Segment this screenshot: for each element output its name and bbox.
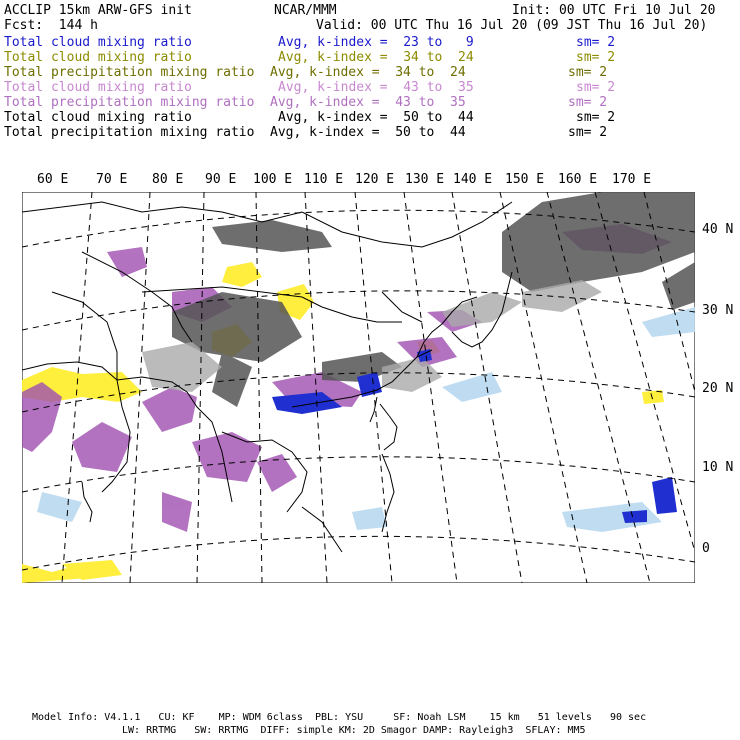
legend-name: Total precipitation mixing ratio bbox=[4, 125, 255, 140]
model-info-line2: LW: RRTMG SW: RRTMG DIFF: simple KM: 2D Smagor DAMP: Rayleigh3 SFLAY: MM5 bbox=[122, 725, 586, 736]
legend-range: Avg, k-index = 34 to 24 bbox=[270, 65, 466, 80]
lat-label: 0 bbox=[702, 541, 710, 556]
legend-range: Avg, k-index = 50 to 44 bbox=[278, 110, 474, 125]
lon-label: 170 E bbox=[612, 172, 652, 187]
forecast-hour: Fcst: 144 h bbox=[4, 18, 98, 33]
legend-smooth: sm= 2 bbox=[568, 95, 608, 110]
legend-range: Avg, k-index = 34 to 24 bbox=[278, 50, 474, 65]
valid-time: Valid: 00 UTC Thu 16 Jul 20 (09 JST Thu 16 Jul 20) bbox=[316, 18, 708, 33]
lat-label: 30 N bbox=[702, 303, 734, 318]
lon-label: 140 E bbox=[453, 172, 493, 187]
model-title: ACCLIP 15km ARW-GFS init bbox=[4, 3, 192, 18]
model-info-line1: Model Info: V4.1.1 CU: KF MP: WDM 6class PBL: YSU SF: Noah LSM 15 km 51 levels 90 sec bbox=[32, 712, 647, 723]
lon-label: 160 E bbox=[558, 172, 598, 187]
legend-range: Avg, k-index = 43 to 35 bbox=[278, 80, 474, 95]
lat-label: 20 N bbox=[702, 381, 734, 396]
legend-smooth: sm= 2 bbox=[568, 65, 608, 80]
legend-name: Total cloud mixing ratio bbox=[4, 35, 192, 50]
lon-label: 80 E bbox=[152, 172, 184, 187]
legend-smooth: sm= 2 bbox=[576, 110, 616, 125]
org-label: NCAR/MMM bbox=[274, 3, 337, 18]
lon-label: 110 E bbox=[304, 172, 344, 187]
legend-name: Total cloud mixing ratio bbox=[4, 110, 192, 125]
lon-label: 60 E bbox=[37, 172, 69, 187]
lon-label: 100 E bbox=[253, 172, 293, 187]
lon-label: 130 E bbox=[405, 172, 445, 187]
legend-smooth: sm= 2 bbox=[576, 35, 616, 50]
legend-range: Avg, k-index = 50 to 44 bbox=[270, 125, 466, 140]
lon-label: 90 E bbox=[205, 172, 237, 187]
legend-name: Total cloud mixing ratio bbox=[4, 80, 192, 95]
lon-label: 70 E bbox=[96, 172, 128, 187]
legend-name: Total cloud mixing ratio bbox=[4, 50, 192, 65]
legend-smooth: sm= 2 bbox=[568, 125, 608, 140]
legend-name: Total precipitation mixing ratio bbox=[4, 95, 255, 110]
legend-range: Avg, k-index = 43 to 35 bbox=[270, 95, 466, 110]
forecast-map bbox=[22, 192, 695, 583]
lon-label: 120 E bbox=[355, 172, 395, 187]
lon-label: 150 E bbox=[505, 172, 545, 187]
legend-smooth: sm= 2 bbox=[576, 50, 616, 65]
lat-label: 10 N bbox=[702, 460, 734, 475]
lat-label: 40 N bbox=[702, 222, 734, 237]
legend-range: Avg, k-index = 23 to 9 bbox=[278, 35, 474, 50]
legend-smooth: sm= 2 bbox=[576, 80, 616, 95]
legend-name: Total precipitation mixing ratio bbox=[4, 65, 255, 80]
init-time: Init: 00 UTC Fri 10 Jul 20 bbox=[512, 3, 716, 18]
